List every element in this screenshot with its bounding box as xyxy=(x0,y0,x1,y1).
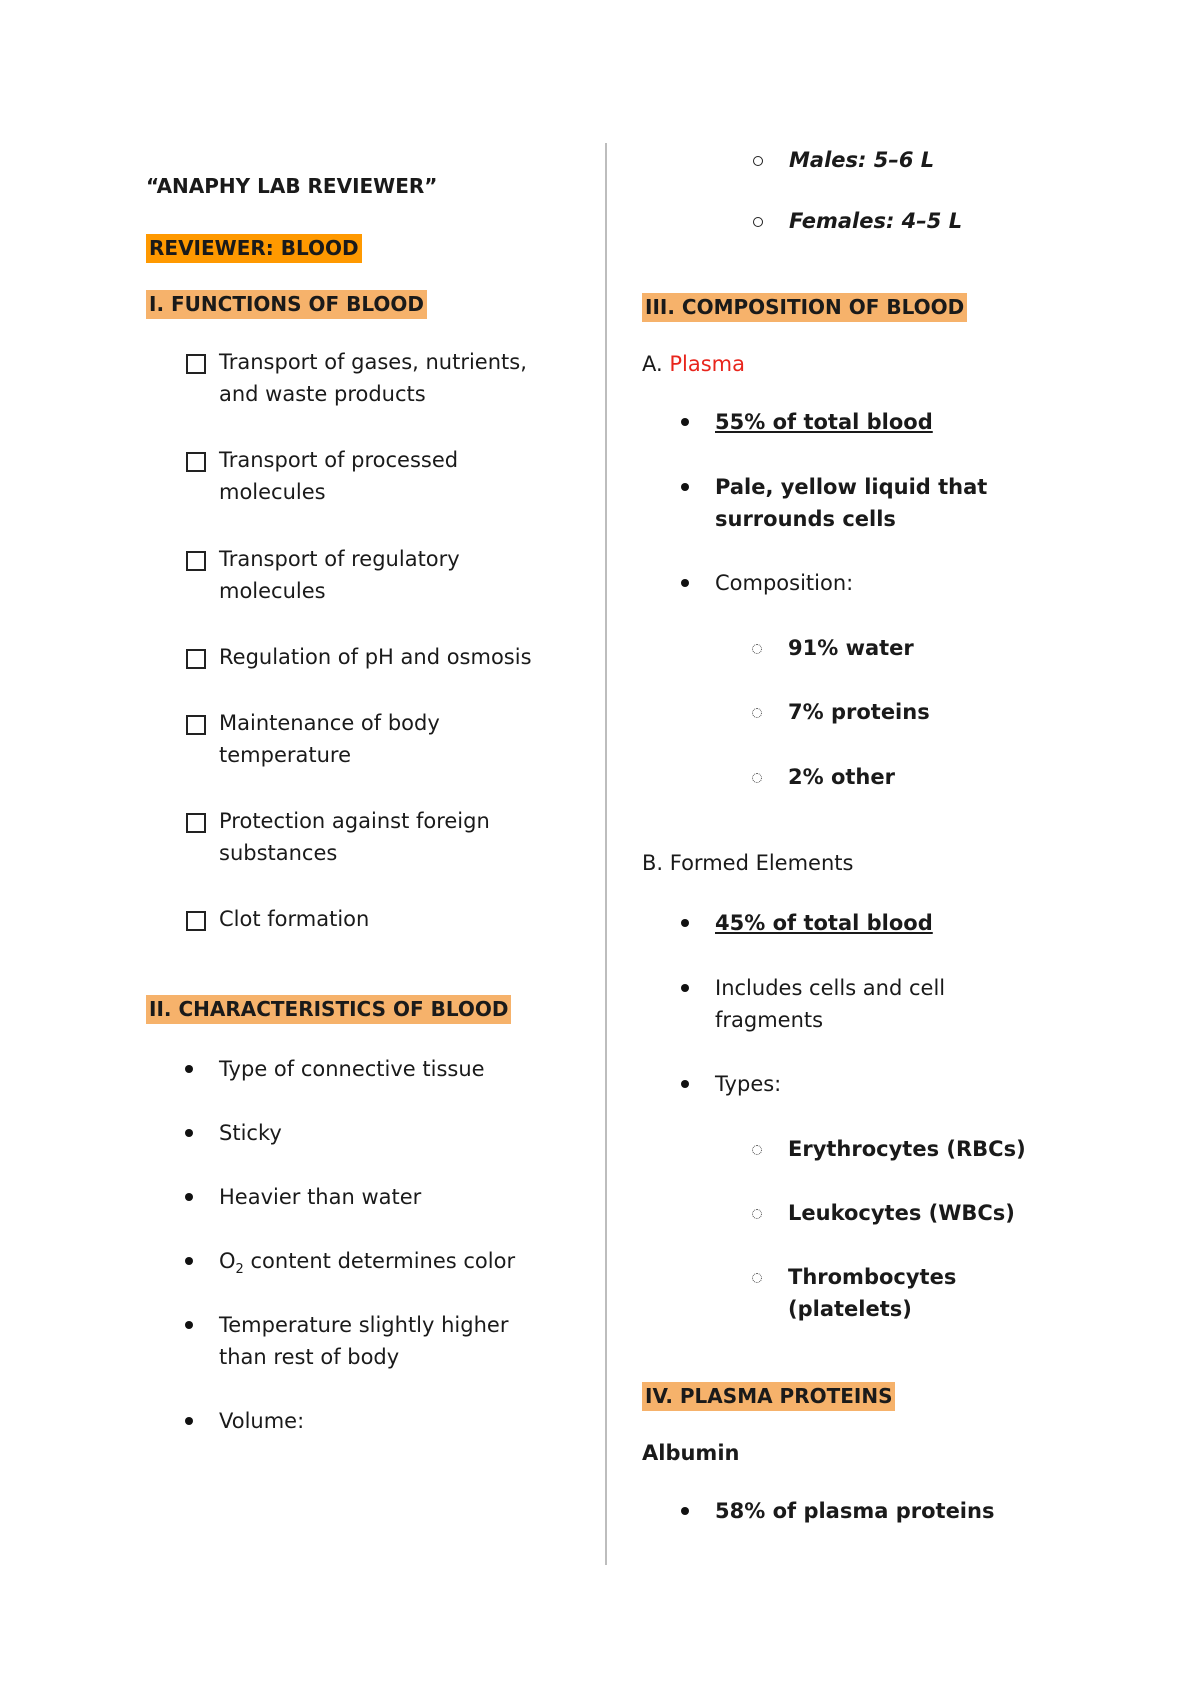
list-item: Heavier than water xyxy=(219,1185,422,1209)
section-heading-functions: I. FUNCTIONS OF BLOOD xyxy=(146,290,427,319)
bullet-icon xyxy=(681,984,689,992)
column-divider xyxy=(605,143,607,1565)
bullet-icon xyxy=(681,579,689,587)
list-item: Temperature slightly higher xyxy=(219,1313,509,1337)
o2-subscript: 2 xyxy=(235,1262,244,1278)
bullet-icon xyxy=(681,1080,689,1088)
list-item: Leukocytes (WBCs) xyxy=(788,1201,1015,1225)
list-item: Protection against foreign xyxy=(219,809,490,833)
list-item-continued: (platelets) xyxy=(788,1297,912,1321)
list-item: Sticky xyxy=(219,1121,282,1145)
list-item: Males: 5–6 L xyxy=(789,148,935,172)
bullet-icon xyxy=(185,1129,193,1137)
list-item-continued: temperature xyxy=(219,743,351,767)
bullet-icon xyxy=(185,1065,193,1073)
list-item: Regulation of pH and osmosis xyxy=(219,645,532,669)
plasma-label: Plasma xyxy=(669,352,745,376)
list-item: Volume: xyxy=(219,1409,305,1433)
list-item-continued: molecules xyxy=(219,480,326,504)
bullet-icon xyxy=(681,483,689,491)
checkbox-icon xyxy=(186,551,206,571)
document-title: “ANAPHY LAB REVIEWER” xyxy=(146,174,438,198)
dotted-circle-bullet-icon xyxy=(752,773,762,783)
list-item: Transport of processed xyxy=(219,448,459,472)
section-heading-composition: III. COMPOSITION OF BLOOD xyxy=(642,293,967,322)
list-item-continued: fragments xyxy=(715,1008,824,1032)
circle-bullet-icon xyxy=(753,156,763,166)
o2-symbol: O xyxy=(219,1249,236,1273)
list-item: Includes cells and cell xyxy=(715,976,946,1000)
list-item: 58% of plasma proteins xyxy=(715,1499,995,1523)
list-item-continued: molecules xyxy=(219,579,326,603)
list-item: Females: 4–5 L xyxy=(789,209,963,233)
list-item: Transport of gases, nutrients, xyxy=(219,350,527,374)
list-item: 45% of total blood xyxy=(715,911,933,935)
checkbox-icon xyxy=(186,911,206,931)
formed-elements-heading: B. Formed Elements xyxy=(642,851,854,875)
list-item: 2% other xyxy=(788,765,895,789)
checkbox-icon xyxy=(186,813,206,833)
list-item: 55% of total blood xyxy=(715,410,933,434)
dotted-circle-bullet-icon xyxy=(752,708,762,718)
list-item: Thrombocytes xyxy=(788,1265,957,1289)
bullet-icon xyxy=(185,1257,193,1265)
bullet-icon xyxy=(681,1507,689,1515)
list-item: Types: xyxy=(715,1072,782,1096)
list-item: Erythrocytes (RBCs) xyxy=(788,1137,1026,1161)
list-item: Type of connective tissue xyxy=(219,1057,485,1081)
checkbox-icon xyxy=(186,354,206,374)
dotted-circle-bullet-icon xyxy=(752,1145,762,1155)
o2-text: content determines color xyxy=(243,1249,516,1273)
section-heading-plasma-proteins: IV. PLASMA PROTEINS xyxy=(642,1382,895,1411)
dotted-circle-bullet-icon xyxy=(752,1273,762,1283)
circle-bullet-icon xyxy=(753,217,763,227)
list-item-o2 xyxy=(219,1245,515,1277)
bullet-icon xyxy=(185,1193,193,1201)
list-item-continued: and waste products xyxy=(219,382,426,406)
reviewer-heading: REVIEWER: BLOOD xyxy=(146,234,362,263)
list-item: 7% proteins xyxy=(788,700,930,724)
list-item-continued: than rest of body xyxy=(219,1345,400,1369)
list-item: Pale, yellow liquid that xyxy=(715,475,988,499)
checkbox-icon xyxy=(186,649,206,669)
bullet-icon xyxy=(185,1321,193,1329)
dotted-circle-bullet-icon xyxy=(752,1209,762,1219)
plasma-prefix: A. xyxy=(642,352,670,376)
list-item: Clot formation xyxy=(219,907,370,931)
list-item-continued: surrounds cells xyxy=(715,507,896,531)
list-item: 91% water xyxy=(788,636,914,660)
bullet-icon xyxy=(681,418,689,426)
plasma-heading xyxy=(642,348,745,380)
list-item: Transport of regulatory xyxy=(219,547,460,571)
list-item-continued: substances xyxy=(219,841,338,865)
dotted-circle-bullet-icon xyxy=(752,644,762,654)
checkbox-icon xyxy=(186,452,206,472)
albumin-heading: Albumin xyxy=(642,1441,740,1465)
section-heading-characteristics: II. CHARACTERISTICS OF BLOOD xyxy=(146,995,511,1024)
list-item: Composition: xyxy=(715,571,854,595)
bullet-icon xyxy=(681,919,689,927)
bullet-icon xyxy=(185,1417,193,1425)
list-item: Maintenance of body xyxy=(219,711,440,735)
checkbox-icon xyxy=(186,715,206,735)
